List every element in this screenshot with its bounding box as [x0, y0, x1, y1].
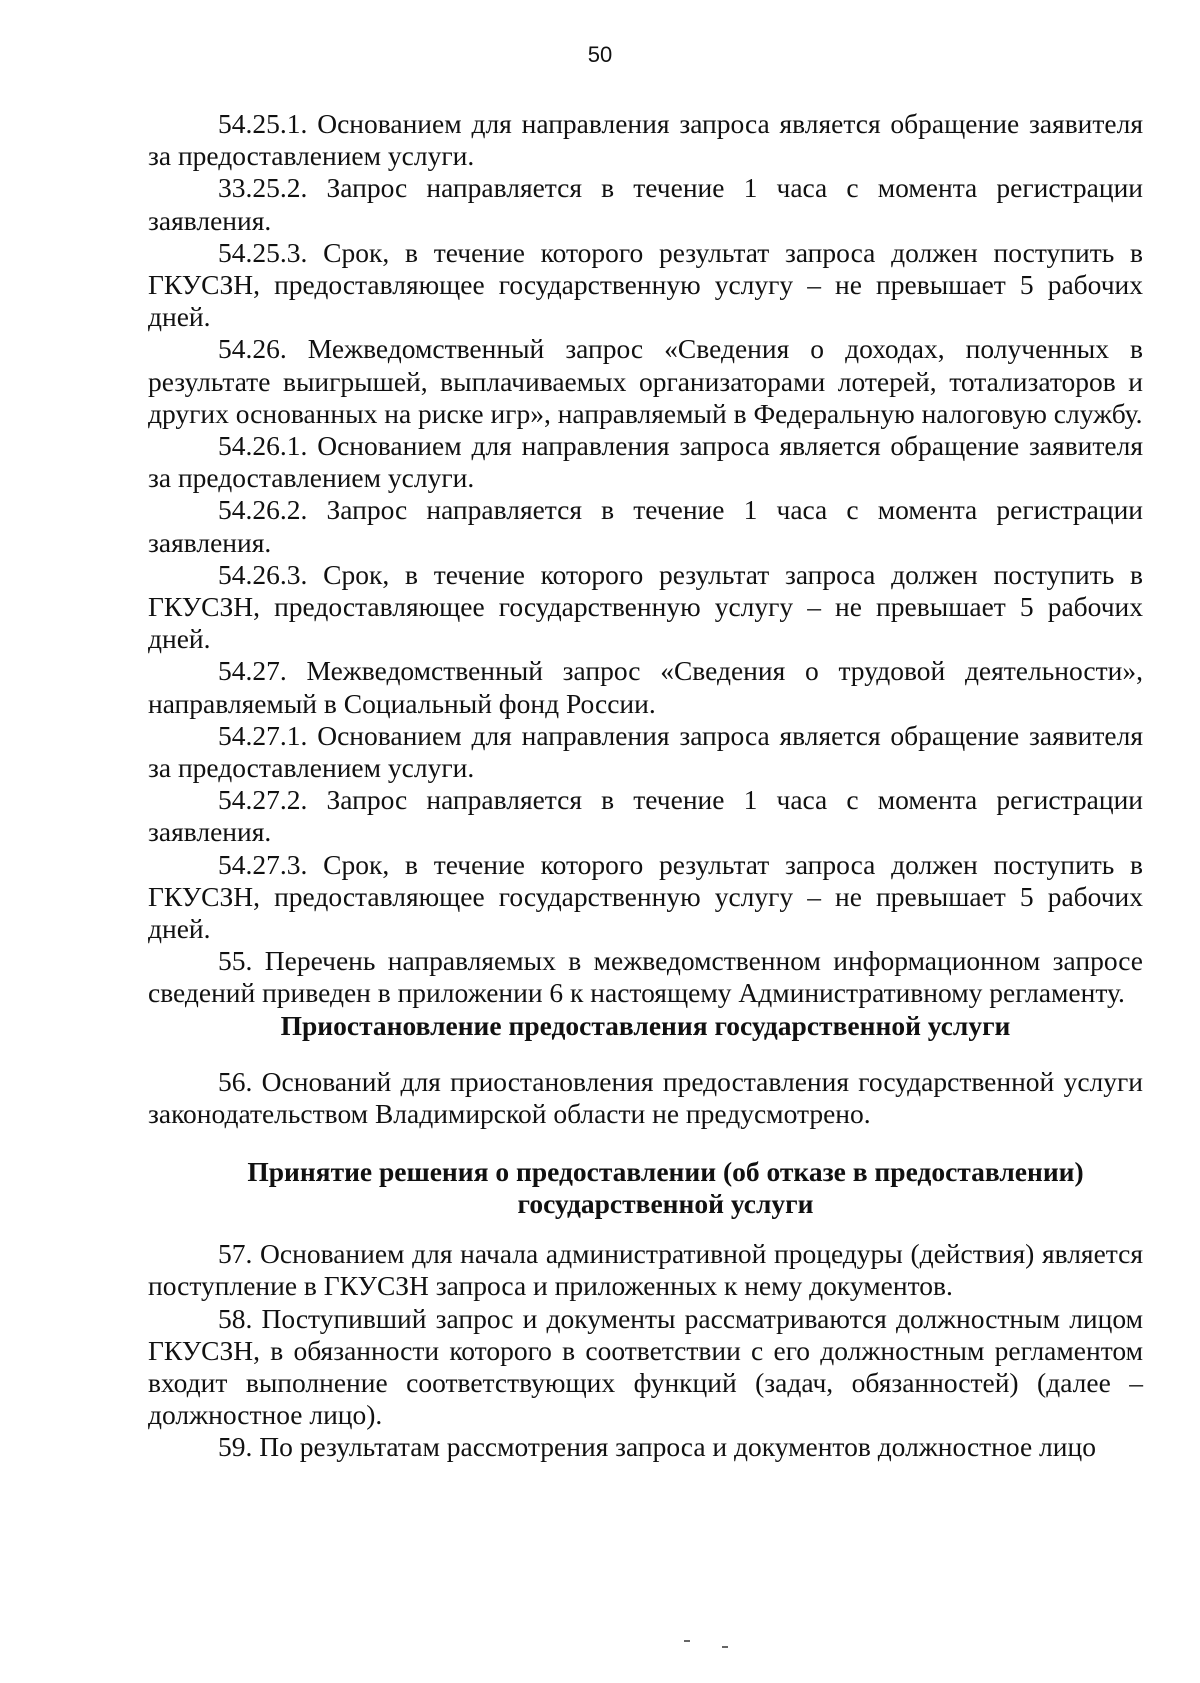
section-heading-suspension: Приостановление предоставления государственной услуги [280, 1009, 1011, 1041]
paragraph-54-26-2: 54.26.2. Запрос направляется в течение 1 часа с момента регистрации заявления. [148, 494, 1143, 558]
paragraph-54-26-1: 54.26.1. Основанием для направления запроса является обращение заявителя за предоставлением услуги. [148, 430, 1143, 494]
paragraph-33-25-2: 33.25.2. Запрос направляется в течение 1 часа с момента регистрации заявления. [148, 172, 1143, 236]
paragraph-54-27-2: 54.27.2. Запрос направляется в течение 1 часа с момента регистрации заявления. [148, 784, 1143, 848]
document-body [148, 108, 1143, 1464]
paragraph-54-27-3: 54.27.3. Срок, в течение которого результат запроса должен поступить в ГКУСЗН, предоставляющее государственную услугу – не превышает 5 рабочих дней. [148, 848, 1143, 945]
paragraph-55: 55. Перечень направляемых в межведомственном информационном запросе сведений приведен в приложении 6 к настоящему Административному регламенту. [148, 945, 1143, 1009]
paragraph-54-25-1: 54.25.1. Основанием для направления запроса является обращение заявителя за предоставлением услуги. [148, 108, 1143, 172]
paragraph-56: 56. Оснований для приостановления предоставления государственной услуги законодательством Владимирской области не предусмотрено. [148, 1065, 1143, 1129]
section-heading-decision: Принятие решения о предоставлении (об отказе в предоставлении) государственной услуги [247, 1156, 1084, 1220]
paragraph-54-26: 54.26. Межведомственный запрос «Сведения о доходах, полученных в результате выигрышей, выплачиваемых организаторами лотерей, тотализаторов и других основанных на риске игр», направляемый в Федеральную налоговую службу. [148, 333, 1143, 429]
paragraph-58: 58. Поступивший запрос и документы рассматриваются должностным лицом ГКУСЗН, в обязанности которого в соответствии с его должностным регламентом входит выполнение соответствующих функций (задач, обязанностей) (далее – должностное лицо). [148, 1302, 1143, 1431]
scan-artifact [684, 1640, 690, 1642]
page-number: 50 [587, 42, 613, 67]
paragraph-54-25-3: 54.25.3. Срок, в течение которого результат запроса должен поступить в ГКУСЗН, предоставляющее государственную услугу – не превышает 5 рабочих дней. [148, 236, 1143, 333]
paragraph-54-26-3: 54.26.3. Срок, в течение которого результат запроса должен поступить в ГКУСЗН, предоставляющее государственную услугу – не превышает 5 рабочих дней. [148, 558, 1143, 655]
paragraph-54-27: 54.27. Межведомственный запрос «Сведения о трудовой деятельности», направляемый в Социальный фонд России. [148, 655, 1143, 719]
scan-artifact [722, 1646, 728, 1648]
paragraph-57: 57. Основанием для начала административной процедуры (действия) является поступление в ГКУСЗН запроса и приложенных к нему документов. [148, 1238, 1143, 1302]
paragraph-54-27-1: 54.27.1. Основанием для направления запроса является обращение заявителя за предоставлением услуги. [148, 719, 1143, 784]
paragraph-59: 59. По результатам рассмотрения запроса и документов должностное лицо [218, 1431, 1096, 1463]
